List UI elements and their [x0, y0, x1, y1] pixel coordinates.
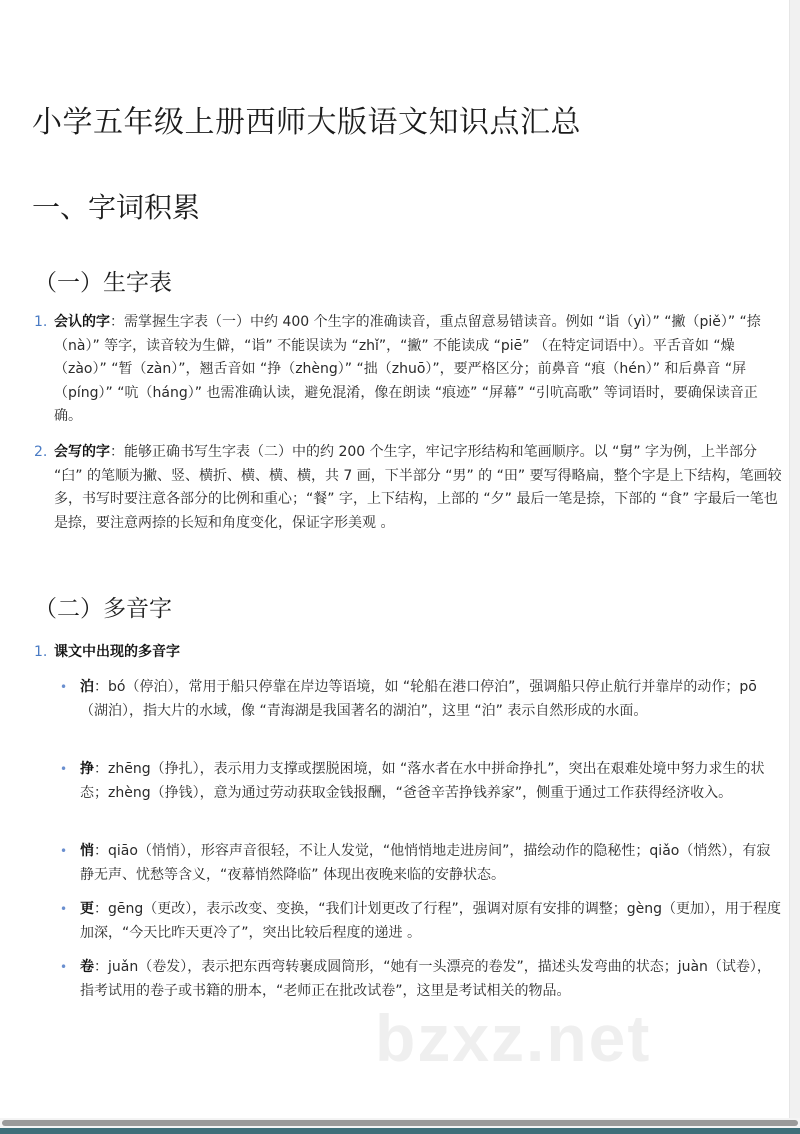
item-label: 会认的字	[54, 314, 110, 330]
list-item-write-characters	[34, 441, 782, 535]
bullet-char: 卷	[80, 959, 94, 975]
taskbar-strip	[0, 1128, 800, 1134]
bullet-item-bo	[60, 676, 782, 723]
item-text: ：能够正确书写生字表（二）中的约 200 个生字，牢记字形结构和笔画顺序。以 “舅” 字为例，上半部分 “臼” 的笔顺为撇、竖、横折、横、横、横，共 7 画，下半部分 “男” 的 “田” 要写得略扁，整个字是上下结构，笔画较多，书写时要注意各部分的比例和重心；“餐” 字，上下结构，上部的 “夕” 最后一笔是捺，下部的 “食” 字最后一笔也是捺，要注意两捺的长短和角度变化，保证字形美观 。	[54, 444, 782, 531]
item-label: 会写的字	[54, 444, 110, 460]
bullet-text: ：gēng（更改），表示改变、变换，“我们计划更改了行程”，强调对原有安排的调整；gèng（更加），用于程度加深，“今天比昨天更冷了”，突出比较后程度的递进 。	[80, 901, 782, 941]
watermark: bzxz.net	[375, 1001, 652, 1075]
bullet-char: 悄	[80, 843, 94, 859]
bullet-icon: •	[60, 844, 68, 858]
bullet-char: 更	[80, 901, 94, 917]
subsection-heading-polyphones: （二）多音字	[34, 596, 172, 622]
bullet-item-zheng	[60, 758, 782, 805]
bullet-icon: •	[60, 680, 68, 694]
bullet-icon: •	[60, 762, 68, 776]
bullet-char: 挣	[80, 761, 94, 777]
bullet-text: ：zhēng（挣扎），表示用力支撑或摆脱困境，如 “落水者在水中拼命挣扎”，突出在艰难处境中努力求生的状态；zhèng（挣钱），意为通过劳动获取金钱报酬，“爸爸辛苦挣钱养家”，侧重于通过工作获得经济收入。	[80, 761, 765, 801]
bullet-item-qiao	[60, 840, 782, 887]
document-title: 小学五年级上册西师大版语文知识点汇总	[32, 105, 581, 140]
horizontal-scrollbar-thumb[interactable]	[2, 1120, 798, 1126]
bullet-text: ：bó（停泊），常用于船只停靠在岸边等语境，如 “轮船在港口停泊”，强调船只停止航行并靠岸的动作；pō（湖泊），指大片的水域，像 “青海湖是我国著名的湖泊”，这里 “泊” 表示自然形成的水面。	[80, 679, 757, 719]
bullet-char: 泊	[80, 679, 94, 695]
bullet-item-geng	[60, 898, 782, 945]
subsection-heading-character-table: （一）生字表	[34, 270, 172, 296]
bullet-item-juan	[60, 956, 782, 1003]
item-text: ：需掌握生字表（一）中约 400 个生字的准确读音，重点留意易错读音。例如 “诣（yì）” “撇（piě）” “捺（nà）” 等字，读音较为生僻，“诣” 不能误读为 “zhǐ”，“撇” 不能读成 “piē” （在特定词语中）。平舌音如 “燥（zào）” “暂（zàn）”，翘舌音如 “挣（zhèng）” “拙（zhuō）”，要严格区分；前鼻音 “痕（hén）” 和后鼻音 “屏（píng）” “吭（háng）” 也需准确认读，避免混淆，像在朗读 “痕迹” “屏幕” “引吭高歌” 等词语时，要确保读音正确。	[54, 314, 761, 424]
list-number: 2.	[34, 444, 48, 460]
list-number: 1.	[34, 644, 48, 660]
bullet-text: ：juǎn（卷发），表示把东西弯转裹成圆筒形，“她有一头漂亮的卷发”，描述头发弯曲的状态；juàn（试卷），指考试用的卷子或书籍的册本，“老师正在批改试卷”，这里是考试相关的物品。	[80, 959, 771, 999]
section-heading-vocabulary: 一、字词积累	[32, 191, 201, 224]
list-number: 1.	[34, 314, 48, 330]
bullet-icon: •	[60, 902, 68, 916]
item-label: 课文中出现的多音字	[54, 644, 180, 660]
list-item-polyphones-in-texts	[34, 641, 782, 665]
bullet-text: ：qiāo（悄悄），形容声音很轻，不让人发觉，“他悄悄地走进房间”，描绘动作的隐秘性；qiǎo（悄然），有寂静无声、忧愁等含义，“夜幕悄然降临” 体现出夜晚来临的安静状态。	[80, 843, 771, 883]
list-item-recognize-characters	[34, 311, 782, 429]
vertical-scrollbar[interactable]	[789, 0, 800, 1118]
bullet-icon: •	[60, 960, 68, 974]
